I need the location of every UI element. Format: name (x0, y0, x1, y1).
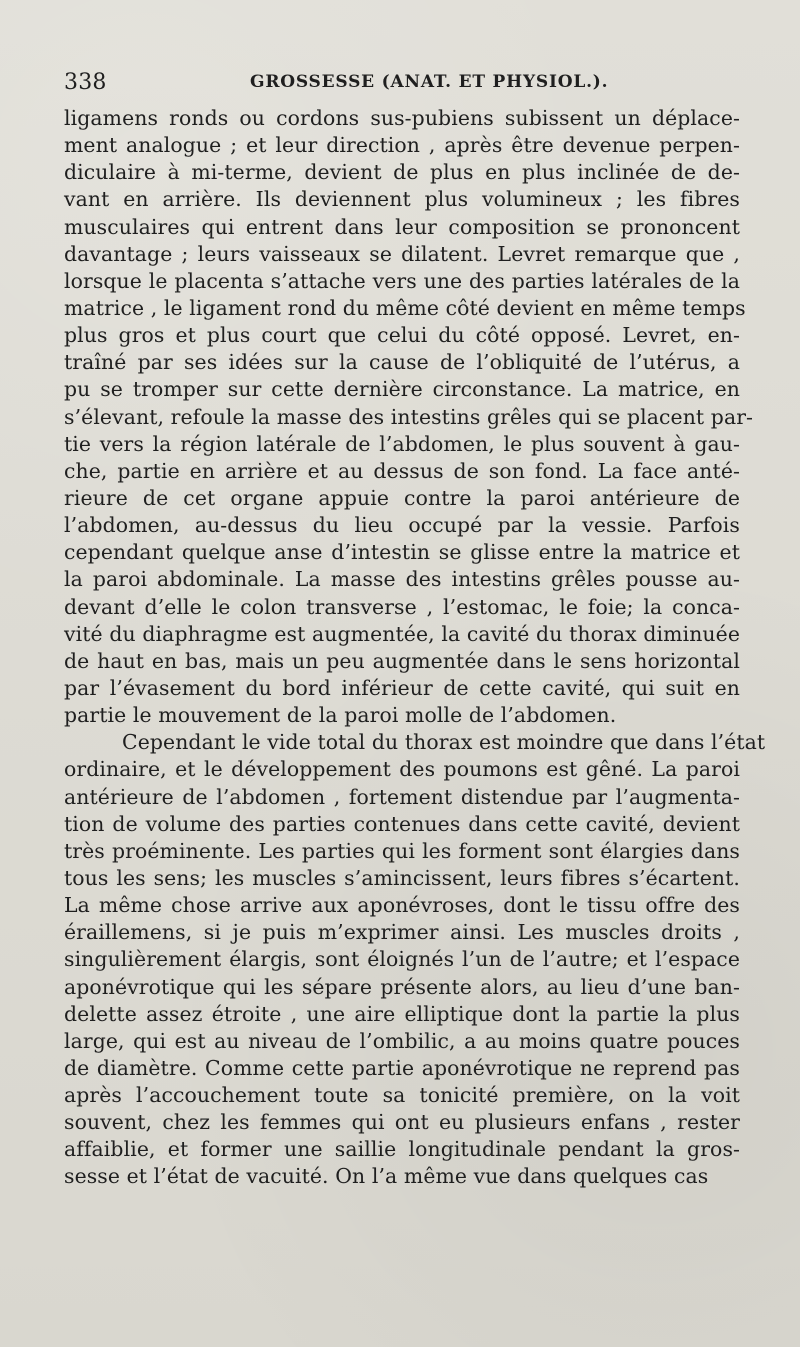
text-line: musculaires qui entrent dans leur composition se prononcent (64, 214, 740, 239)
text-line: pu se tromper sur cette dernière circonstance. La matrice, en (64, 377, 740, 402)
text-line: vité du diaphragme est augmentée, la cavité du thorax diminuée (64, 621, 740, 646)
text-line: delette assez étroite , une aire elliptique dont la partie la plus (64, 1001, 740, 1026)
page-number: 338 (64, 70, 107, 95)
text-line: cependant quelque anse d’intestin se glisse entre la matrice et (64, 540, 740, 565)
text-line: lorsque le placenta s’attache vers une des parties latérales de la (64, 268, 740, 293)
text-line: ligamens ronds ou cordons sus-pubiens subissent un déplace- (64, 106, 740, 130)
text-line: tous les sens; les muscles s’amincissent, leurs fibres s’écartent. (64, 865, 740, 890)
paragraph-1 (64, 105, 754, 729)
text-line: s’élevant, refoule la masse des intestins grêles qui se placent par- (64, 404, 754, 429)
body-text (64, 105, 766, 1191)
text-line: large, qui est au niveau de l’ombilic, a au moins quatre pouces (64, 1028, 740, 1053)
text-line: matrice , le ligament rond du même côté devient en même temps (64, 295, 746, 320)
text-line: traîné par ses idées sur la cause de l’obliquité de l’utérus, a (64, 350, 740, 375)
text-line: tion de volume des parties contenues dans cette cavité, devient (64, 811, 740, 836)
text-line: che, partie en arrière et au dessus de son fond. La face anté- (64, 458, 740, 483)
running-head: GROSSESSE (ANAT. ET PHYSIOL.). (250, 72, 609, 92)
text-line: devant d’elle le colon transverse , l’estomac, le foie; la conca- (64, 594, 740, 619)
text-line: rieure de cet organe appuie contre la paroi antérieure de (64, 485, 740, 510)
text-line: après l’accouchement toute sa tonicité première, on la voit (64, 1083, 740, 1108)
text-line: de diamètre. Comme cette partie aponévrotique ne reprend pas (64, 1055, 740, 1080)
text-line: aponévrotique qui les sépare présente alors, au lieu d’une ban- (64, 974, 740, 999)
text-line: davantage ; leurs vaisseaux se dilatent. Levret remarque que , (64, 241, 740, 266)
text-line: ordinaire, et le développement des poumons est gêné. La paroi (64, 757, 740, 782)
text-line: de haut en bas, mais un peu augmentée dans le sens horizontal (64, 648, 740, 673)
text-line: diculaire à mi-terme, devient de plus en plus inclinée de de- (64, 160, 740, 185)
text-line: éraillemens, si je puis m’exprimer ainsi. Les muscles droits , (64, 920, 740, 945)
text-line: ment analogue ; et leur direction , après être devenue perpen- (64, 133, 740, 158)
text-line: affaiblie, et former une saillie longitudinale pendant la gros- (64, 1137, 740, 1162)
text-line: la paroi abdominale. La masse des intestins grêles pousse au- (64, 567, 740, 592)
paragraph-2 (64, 729, 766, 1190)
text-line: vant en arrière. Ils deviennent plus volumineux ; les fibres (64, 187, 740, 212)
text-line: partie le mouvement de la paroi molle de l’abdomen. (64, 703, 617, 728)
text-line: singulièrement élargis, sont éloignés l’un de l’autre; et l’espace (64, 947, 740, 972)
text-line: tie vers la région latérale de l’abdomen, le plus souvent à gau- (64, 431, 740, 456)
page-header (64, 72, 744, 106)
text-line: très proéminente. Les parties qui les forment sont élargies dans (64, 838, 740, 863)
text-line: plus gros et plus court que celui du côté opposé. Levret, en- (64, 323, 740, 348)
text-line: antérieure de l’abdomen , fortement distendue par l’augmenta- (64, 784, 740, 809)
text-line: l’abdomen, au-dessus du lieu occupé par la vessie. Parfois (64, 513, 740, 538)
text-line: La même chose arrive aux aponévroses, dont le tissu offre des (64, 893, 740, 918)
text-line: Cependant le vide total du thorax est moindre que dans l’état (122, 730, 766, 755)
text-line: par l’évasement du bord inférieur de cette cavité, qui suit en (64, 675, 740, 700)
text-line: sesse et l’état de vacuité. On l’a même vue dans quelques cas (64, 1164, 709, 1189)
text-line: souvent, chez les femmes qui ont eu plusieurs enfans , rester (64, 1110, 740, 1135)
